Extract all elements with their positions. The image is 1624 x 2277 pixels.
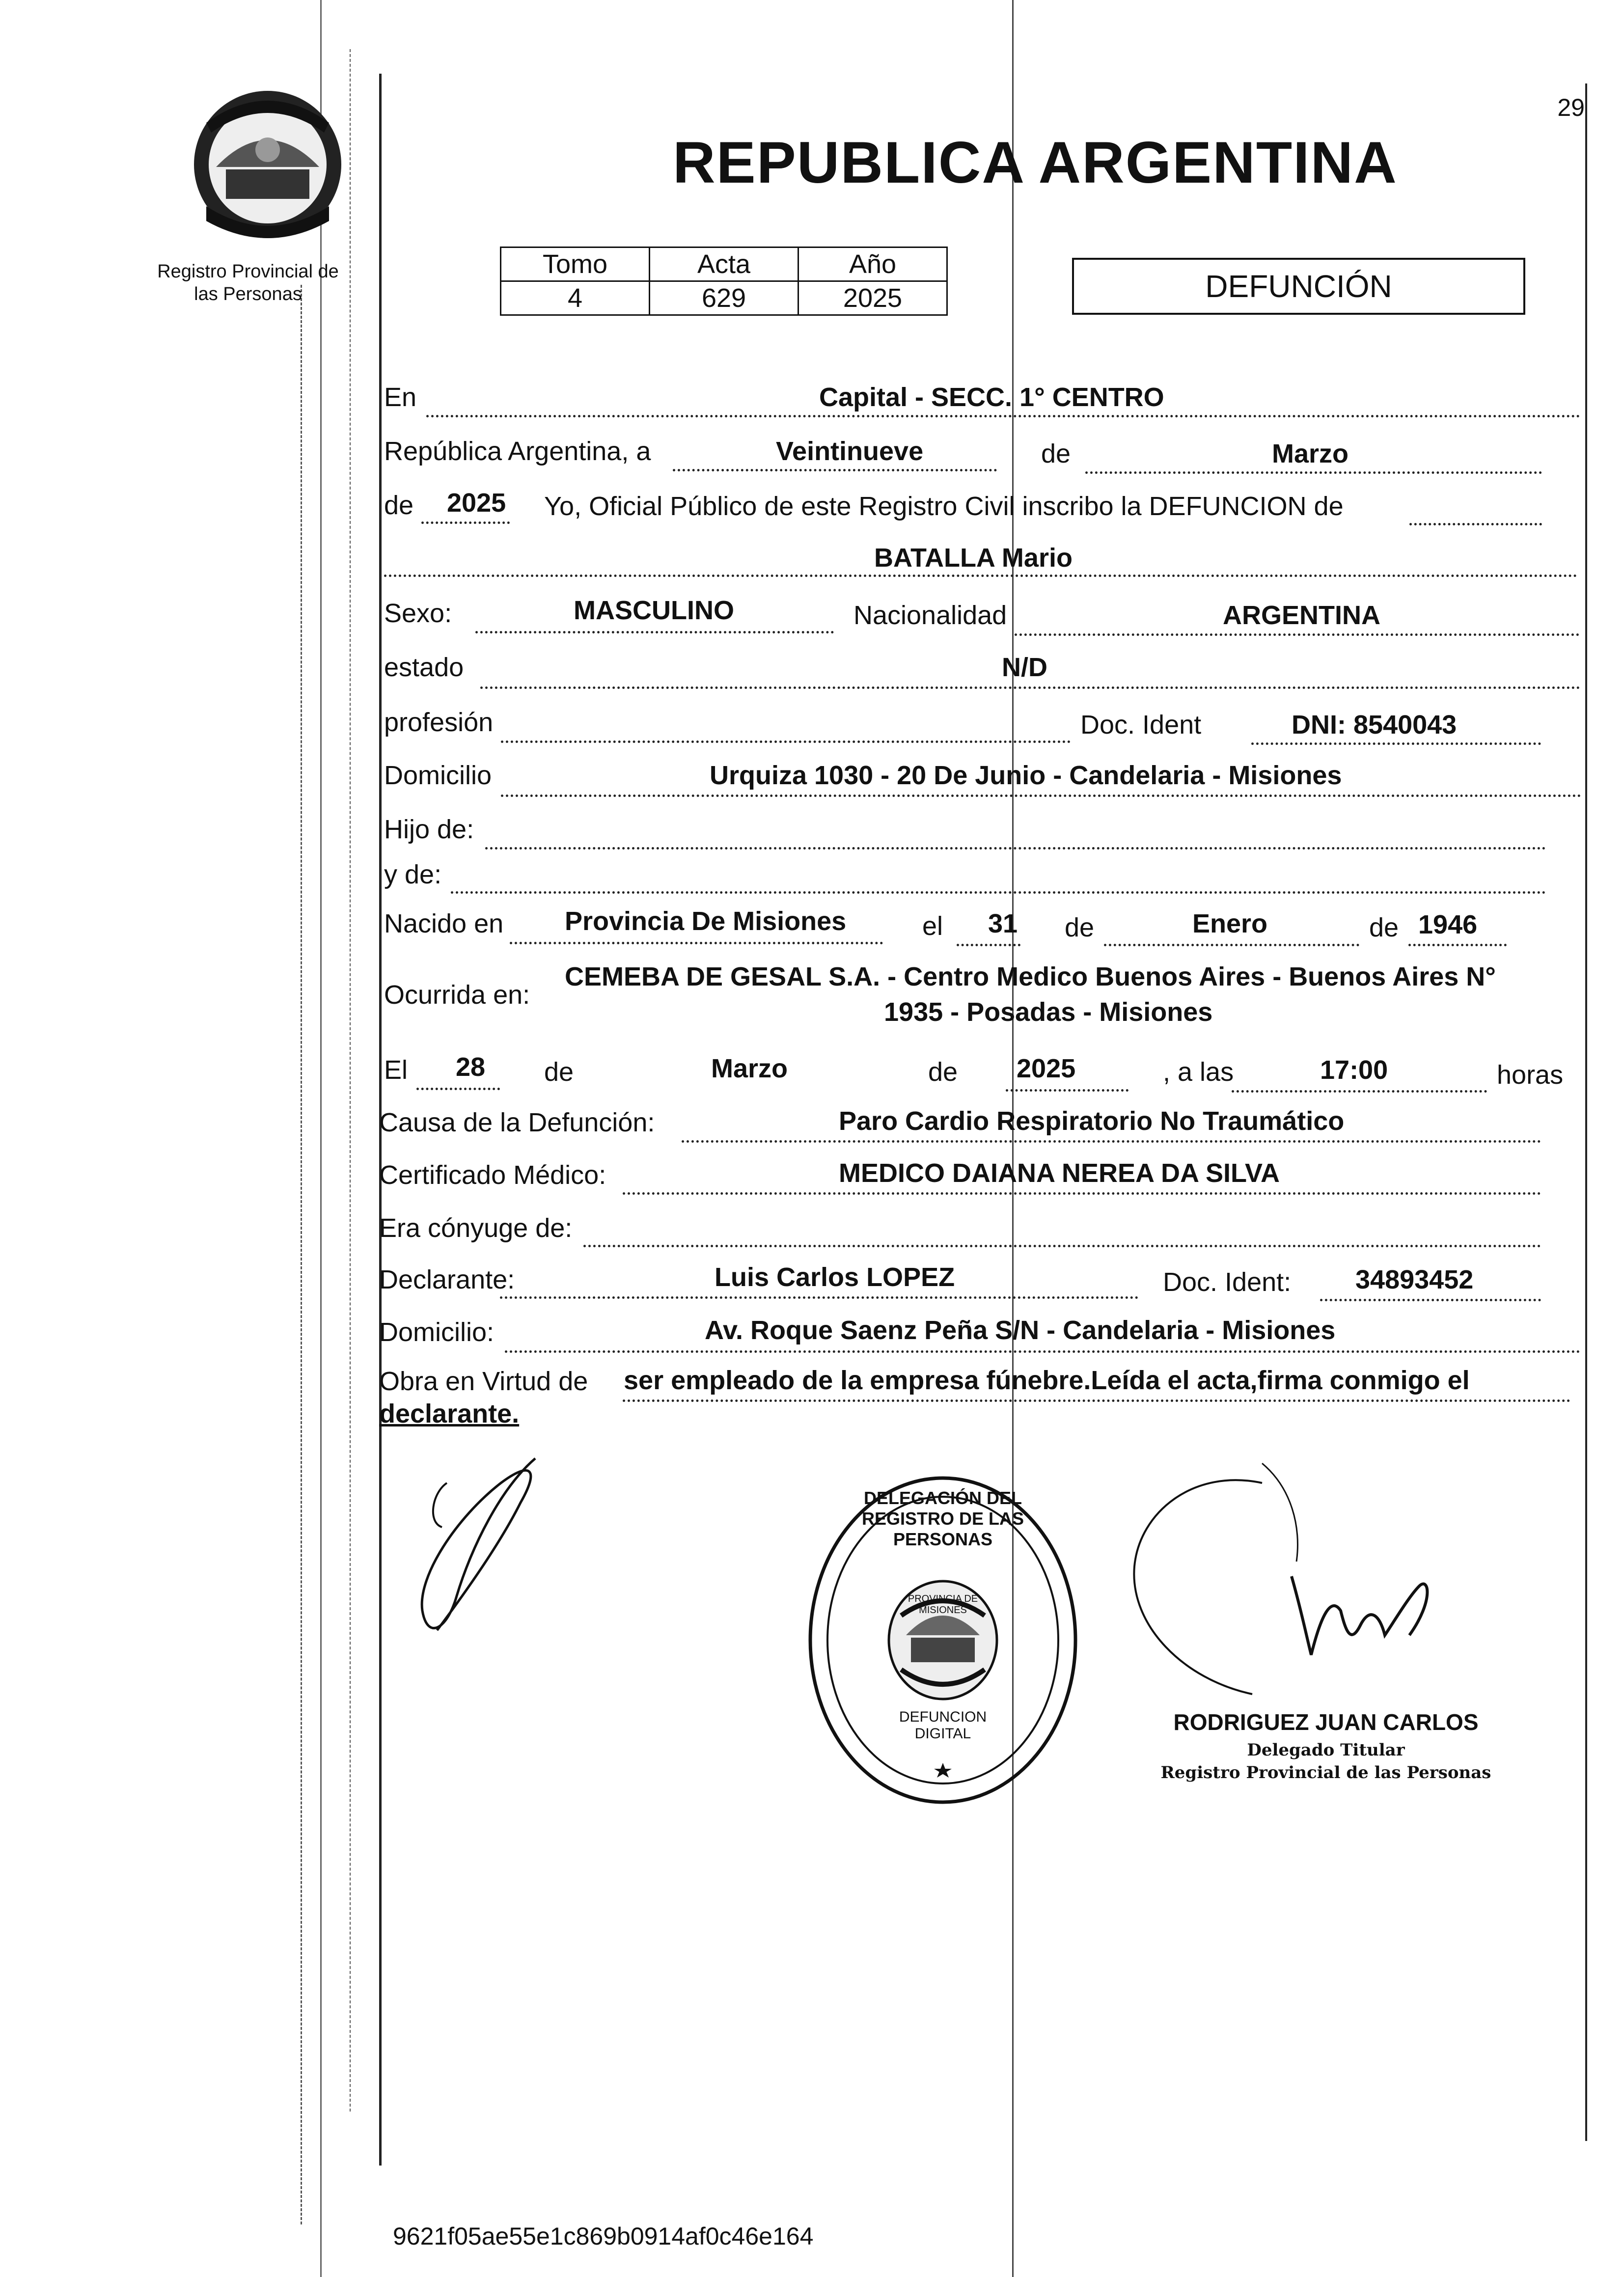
nacionalidad-dots: [1015, 633, 1579, 636]
birth-month-value: Enero: [1192, 909, 1268, 938]
table-header-ano: Año: [798, 247, 947, 281]
profesion-label: profesión: [384, 708, 494, 737]
deceased-name-value: BATALLA Mario: [874, 543, 1073, 573]
yde-dots: [451, 891, 1546, 894]
table-value-ano: 2025: [798, 281, 947, 315]
certificado-dots: [623, 1192, 1541, 1195]
de3-label: de: [1065, 913, 1095, 942]
month-value: Marzo: [1272, 439, 1349, 468]
registry-caption: [133, 260, 363, 305]
page-title: REPUBLICA ARGENTINA: [673, 130, 1398, 195]
obra-value-line1: ser empleado de la empresa fúnebre.Leída el acta,firma conmigo el: [624, 1366, 1470, 1395]
nacionalidad-label: Nacionalidad: [853, 601, 1007, 630]
table-value-tomo: 4: [501, 281, 650, 315]
hijo-label: Hijo de:: [384, 815, 474, 844]
certificado-value: MEDICO DAIANA NEREA DA SILVA: [839, 1158, 1280, 1188]
nacido-value: Provincia De Misiones: [565, 906, 847, 936]
doc2-value: 34893452: [1355, 1265, 1474, 1294]
obra-label: Obra en Virtud de: [379, 1367, 588, 1396]
name-dots: [384, 575, 1577, 577]
horas-label: horas: [1497, 1060, 1564, 1090]
margin-line: [320, 0, 322, 2277]
seal-center-text: PROVINCIA DE MISIONES: [908, 1593, 978, 1616]
birth-year-value: 1946: [1418, 910, 1478, 939]
right-border-line: [1585, 83, 1587, 2141]
table-header-acta: Acta: [650, 247, 798, 281]
birth-month-dots: [1104, 944, 1359, 946]
registry-caption-line1: Registro Provincial de: [157, 261, 339, 282]
domicilio-label: Domicilio: [384, 761, 492, 790]
nacido-dots: [510, 942, 883, 944]
death-time-dots: [1232, 1090, 1487, 1093]
margin-dashed-line-2: [350, 49, 351, 2112]
document-hash: 9621f05ae55e1c869b0914af0c46e164: [393, 2222, 814, 2250]
obra-dots: [623, 1399, 1570, 1402]
causa-label: Causa de la Defunción:: [379, 1108, 655, 1137]
ocurrida-value-line1: CEMEBA DE GESAL S.A. - Centro Medico Buenos Aires - Buenos Aires N°: [565, 962, 1496, 991]
record-table: [500, 247, 948, 316]
declarante-value: Luis Carlos LOPEZ: [715, 1262, 955, 1292]
ocurrida-label: Ocurrida en:: [384, 980, 530, 1010]
month-dots: [1085, 471, 1542, 474]
domicilio2-dots: [505, 1350, 1580, 1353]
causa-value: Paro Cardio Respiratorio No Traumático: [839, 1106, 1345, 1136]
el2-label: El: [384, 1055, 408, 1085]
declarante-dots: [500, 1296, 1138, 1299]
province-emblem-icon: [187, 83, 349, 246]
doc-dots: [1251, 742, 1541, 745]
doc2-label: Doc. Ident:: [1163, 1267, 1292, 1297]
birth-day-value: 31: [988, 909, 1018, 938]
margin-dashed-line: [301, 285, 302, 2224]
officer-signature-icon: [1095, 1449, 1468, 1704]
page-number: 29: [1557, 94, 1585, 121]
hijo-dots: [485, 847, 1546, 850]
certificado-label: Certificado Médico:: [379, 1160, 606, 1190]
domicilio-value: Urquiza 1030 - 20 De Junio - Candelaria - Misiones: [710, 761, 1342, 790]
declarant-signature-icon: [373, 1449, 579, 1645]
sexo-dots: [475, 631, 834, 633]
death-month-value: Marzo: [711, 1054, 788, 1083]
de5-label: de: [544, 1057, 574, 1087]
obra-value-line2: declarante.: [379, 1399, 520, 1428]
officer-name: RODRIGUEZ JUAN CARLOS: [1173, 1709, 1479, 1735]
en-label: En: [384, 383, 417, 412]
domicilio2-value: Av. Roque Saenz Peña S/N - Candelaria - Misiones: [705, 1316, 1336, 1345]
yde-label: y de:: [384, 860, 442, 889]
estado-value: N/D: [1002, 653, 1047, 682]
table-header-tomo: Tomo: [501, 247, 650, 281]
oficial-dots: [1409, 523, 1542, 525]
causa-dots: [682, 1140, 1541, 1143]
domicilio-dots: [501, 795, 1581, 797]
seal-outer-text: DELEGACIÓN DEL REGISTRO DE LAS PERSONAS: [861, 1488, 1024, 1549]
fold-line: [1012, 0, 1014, 2277]
death-time-value: 17:00: [1320, 1055, 1388, 1085]
nacido-label: Nacido en: [384, 909, 504, 938]
day-value: Veintinueve: [776, 437, 924, 466]
sexo-label: Sexo:: [384, 599, 452, 628]
conyuge-dots: [583, 1245, 1541, 1247]
de4-label: de: [1369, 913, 1399, 942]
birth-day-dots: [957, 944, 1020, 946]
en-dots: [426, 415, 1580, 417]
conyuge-label: Era cónyuge de:: [379, 1213, 573, 1243]
estado-label: estado: [384, 653, 464, 682]
death-day-value: 28: [456, 1052, 486, 1082]
officer-title: Delegado Titular: [1247, 1740, 1405, 1760]
death-day-dots: [416, 1088, 500, 1090]
doc2-dots: [1320, 1299, 1541, 1301]
registry-caption-line2: las Personas: [194, 284, 302, 304]
seal-inner-text: DEFUNCION DIGITAL: [899, 1709, 987, 1742]
death-year-value: 2025: [1017, 1054, 1076, 1083]
doc-label: Doc. Ident: [1080, 710, 1202, 740]
year-value: 2025: [447, 488, 506, 518]
officer-office: Registro Provincial de las Personas: [1160, 1763, 1491, 1783]
en-value: Capital - SECC. 1° CENTRO: [819, 383, 1164, 412]
de6-label: de: [928, 1057, 958, 1087]
de-label: de: [1041, 439, 1071, 468]
nacionalidad-value: ARGENTINA: [1223, 601, 1380, 630]
ocurrida-value-line2: 1935 - Posadas - Misiones: [884, 997, 1213, 1027]
death-year-dots: [1006, 1089, 1129, 1092]
sexo-value: MASCULINO: [574, 596, 734, 625]
table-value-acta: 629: [650, 281, 798, 315]
estado-dots: [480, 686, 1580, 689]
declarante-label: Declarante:: [379, 1265, 515, 1294]
year-dots: [421, 521, 510, 524]
officer-block: [1149, 1709, 1503, 1783]
alas-label: , a las: [1163, 1057, 1234, 1087]
profesion-dots: [501, 741, 1071, 743]
day-dots: [673, 469, 997, 471]
de2-label: de: [384, 491, 414, 520]
republica-label: República Argentina, a: [384, 437, 651, 466]
doc-value: DNI: 8540043: [1292, 710, 1457, 740]
el-label: el: [922, 911, 943, 941]
record-type-box: DEFUNCIÓN: [1072, 258, 1525, 315]
oficial-text: Yo, Oficial Público de este Registro Civil inscribo la DEFUNCION de: [544, 492, 1344, 521]
birth-year-dots: [1408, 944, 1507, 946]
domicilio2-label: Domicilio:: [379, 1317, 495, 1347]
